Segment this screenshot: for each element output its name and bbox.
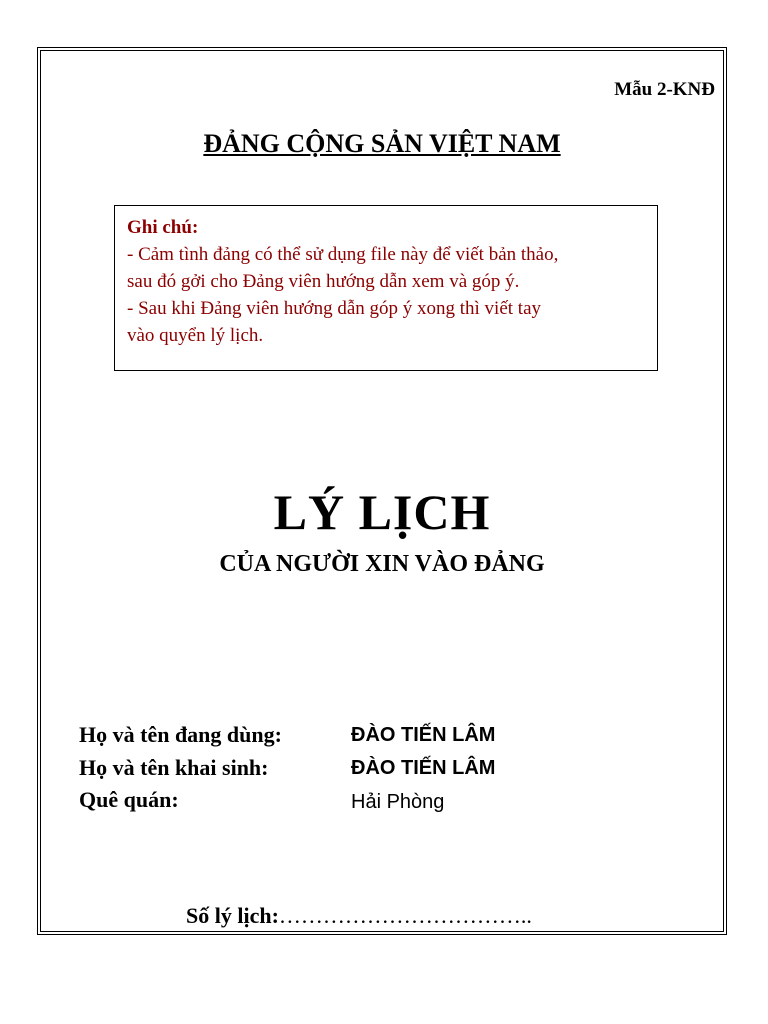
note-title: Ghi chú:: [127, 217, 199, 238]
party-title: ĐẢNG CỘNG SẢN VIỆT NAM: [203, 129, 561, 158]
record-number-label: Số lý lịch:: [186, 903, 279, 928]
birth-name-label: Họ và tên khai sinh:: [79, 755, 269, 780]
note-line: vào quyển lý lịch.: [127, 325, 264, 346]
record-number: [186, 903, 532, 929]
note-box: [114, 205, 658, 371]
record-number-dots: ……………………………..: [278, 903, 532, 928]
page-frame: [40, 50, 724, 932]
form-code: Mẫu 2-KNĐ: [614, 79, 715, 100]
note-line: - Cảm tình đảng có thể sử dụng file này để viết bản thảo,: [127, 244, 559, 265]
note-line: - Sau khi Đảng viên hướng dẫn góp ý xong thì viết tay: [127, 298, 542, 319]
note-line: sau đó gởi cho Đảng viên hướng dẫn xem và góp ý.: [127, 271, 520, 292]
hometown-label: Quê quán:: [79, 787, 179, 812]
hometown-value: Hải Phòng: [351, 791, 445, 813]
current-name-value: ĐÀO TIẾN LÂM: [351, 724, 496, 746]
document-subtitle: CỦA NGƯỜI XIN VÀO ĐẢNG: [219, 551, 545, 577]
birth-name-value: ĐÀO TIẾN LÂM: [351, 757, 496, 779]
current-name-label: Họ và tên đang dùng:: [79, 722, 282, 747]
document-title: LÝ LỊCH: [273, 484, 491, 540]
